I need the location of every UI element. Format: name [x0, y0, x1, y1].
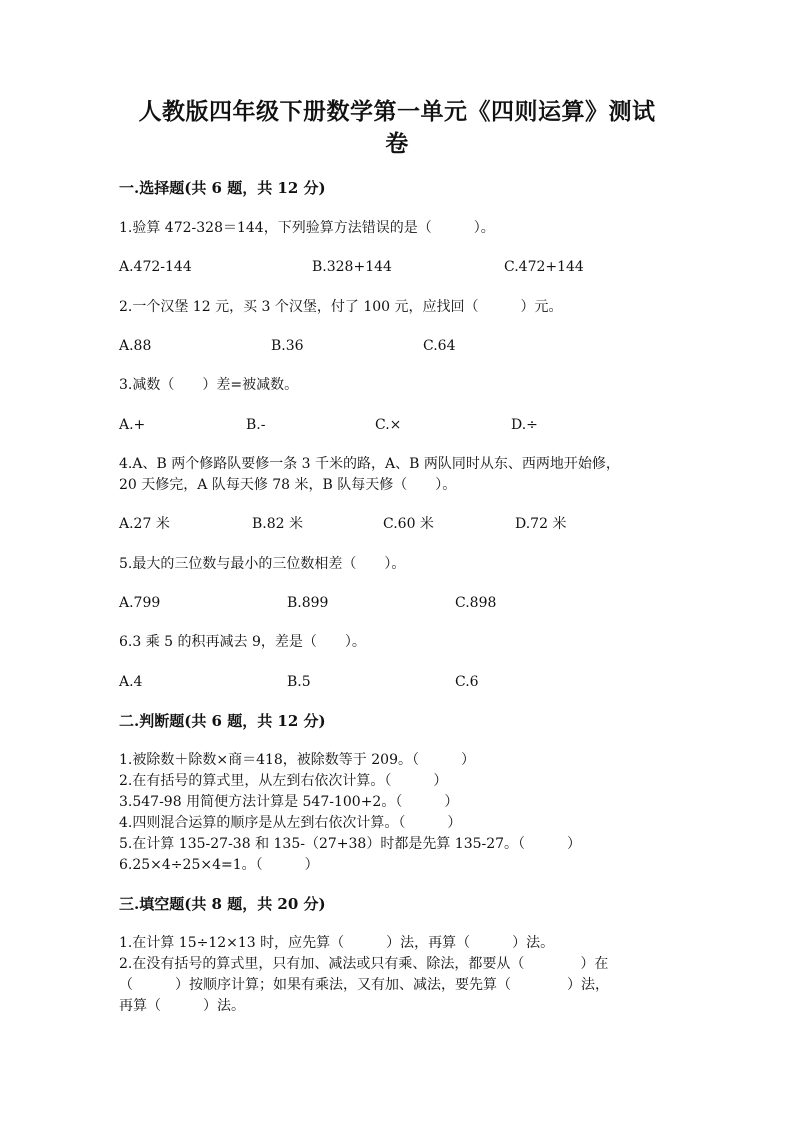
question-5-option-b: B.899: [287, 595, 329, 611]
question-4-text-line-2: 20 天修完，A 队每天修 78 米，B 队每天修（ ）。: [119, 477, 457, 493]
question-1-text: 1.验算 472-328＝144，下列验算方法错误的是（ ）。: [119, 220, 495, 236]
question-4-option-c: C.60 米: [383, 516, 434, 532]
question-3-option-a: A.+: [119, 417, 146, 433]
section-heading-choice: 一.选择题(共 6 题，共 12 分): [119, 179, 326, 197]
question-2-text: 2.一个汉堡 12 元，买 3 个汉堡，付了 100 元，应找回（ ）元。: [119, 299, 563, 315]
section-heading-fill-blank: 三.填空题(共 8 题，共 20 分): [119, 895, 326, 913]
question-4-option-a: A.27 米: [119, 516, 170, 532]
question-4-option-b: B.82 米: [252, 516, 304, 532]
judgement-item-4: 4.四则混合运算的顺序是从左到右依次计算。（ ）: [119, 815, 462, 831]
question-5-text: 5.最大的三位数与最小的三位数相差（ ）。: [119, 556, 406, 572]
question-3-option-c: C.×: [375, 417, 402, 433]
question-6-option-c: C.6: [455, 674, 479, 690]
question-4-text-line-1: 4.A、B 两个修路队要修一条 3 千米的路，A、B 两队同时从东、西两地开始修，: [119, 456, 620, 472]
judgement-item-5: 5.在计算 135-27-38 和 135-（27+38）时都是先算 135-27。（ ）: [119, 836, 582, 852]
question-2-option-b: B.36: [271, 338, 304, 354]
question-3-option-b: B.-: [246, 417, 266, 433]
question-1-option-c: C.472+144: [504, 259, 584, 275]
question-4-option-d: D.72 米: [515, 516, 567, 532]
section-heading-judgement: 二.判断题(共 6 题，共 12 分): [119, 712, 326, 730]
question-3-option-d: D.÷: [511, 417, 538, 433]
judgement-item-1: 1.被除数＋除数×商＝418，被除数等于 209。（ ）: [119, 752, 475, 768]
question-5-option-c: C.898: [455, 595, 497, 611]
page-title: [120, 96, 674, 160]
question-6-option-a: A.4: [119, 674, 143, 690]
judgement-item-2: 2.在有括号的算式里，从左到右依次计算。（ ）: [119, 773, 448, 789]
question-5-option-a: A.799: [119, 595, 161, 611]
question-6-option-b: B.5: [287, 674, 311, 690]
fill-blank-line-4: 再算（ ）法。: [119, 998, 245, 1014]
question-6-text: 6.3 乘 5 的积再减去 9，差是（ ）。: [119, 634, 366, 650]
fill-blank-line-3: （ ）按顺序计算；如果有乘法，又有加、减法，要先算（ ）法，: [119, 977, 609, 993]
title-line-1: 人教版四年级下册数学第一单元《四则运算》测试: [138, 98, 656, 125]
question-2-option-c: C.64: [423, 338, 456, 354]
question-1-option-b: B.328+144: [312, 259, 392, 275]
judgement-item-3: 3.547-98 用简便方法计算是 547-100+2。（ ）: [119, 794, 459, 810]
judgement-item-6: 6.25×4÷25×4=1。（ ）: [119, 857, 319, 873]
title-line-2: 卷: [385, 130, 409, 157]
question-1-option-a: A.472-144: [119, 259, 192, 275]
fill-blank-line-2: 2.在没有括号的算式里，只有加、减法或只有乘、除法，都要从（ ）在: [119, 956, 609, 972]
fill-blank-line-1: 1.在计算 15÷12×13 时，应先算（ ）法，再算（ ）法。: [119, 935, 555, 951]
question-3-text: 3.减数（ ）差=被减数。: [119, 377, 299, 393]
question-2-option-a: A.88: [119, 338, 152, 354]
